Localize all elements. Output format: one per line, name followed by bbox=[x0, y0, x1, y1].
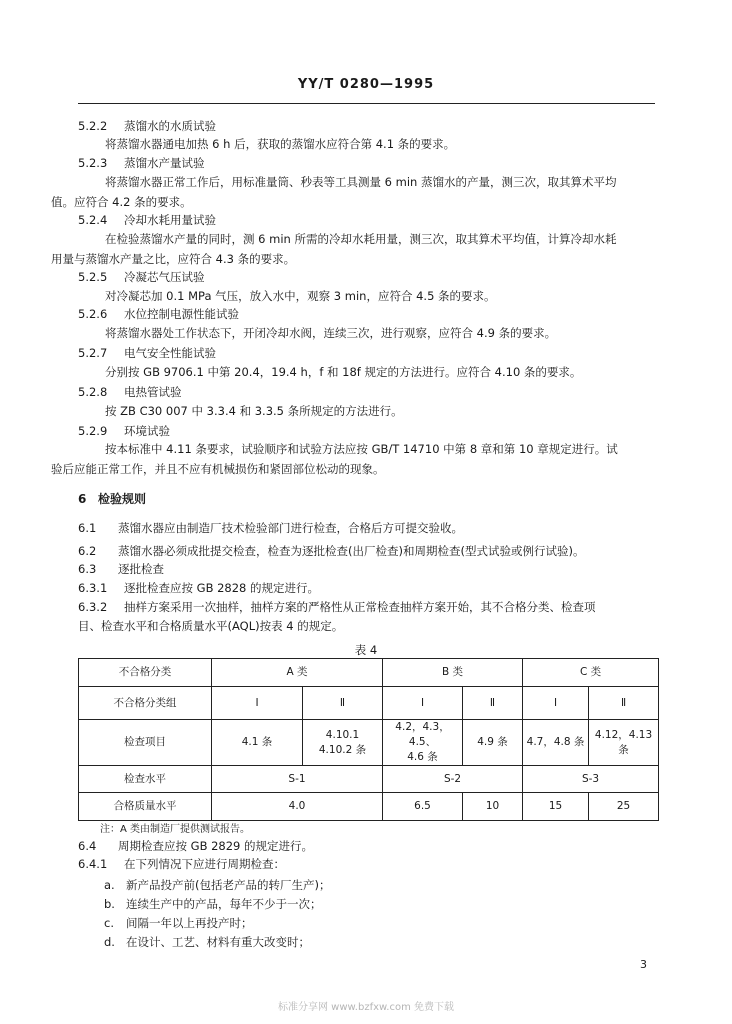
clause-text: 蒸馏水器必须成批提交检查，检查为逐批检查(出厂检查)和周期检查(型式试验或例行试验)。 bbox=[118, 544, 585, 558]
clause-text: 在下列情况下应进行周期检查： bbox=[124, 857, 285, 871]
section-5-2-4-text bbox=[51, 229, 658, 269]
list-item bbox=[104, 934, 310, 950]
table-cell: 合格质量水平 bbox=[79, 793, 212, 821]
table-cell: 4.12，4.13 条 bbox=[589, 720, 659, 766]
table-row bbox=[79, 793, 659, 821]
document-code-header: YY/T 0280—1995 bbox=[297, 77, 435, 92]
section-5-2-5-heading bbox=[78, 270, 205, 284]
section-5-2-9-text bbox=[51, 439, 658, 479]
list-text: 连续生产中的产品，每年不少于一次； bbox=[126, 897, 322, 911]
table-cell: Ⅱ bbox=[463, 687, 523, 720]
list-marker: c. bbox=[104, 916, 114, 930]
table-cell: 6.5 bbox=[383, 793, 463, 821]
table-cell: 不合格分类 bbox=[79, 659, 212, 687]
section-5-2-7-text: 分别按 GB 9706.1 中第 20.4，19.4 h，f 和 18f 规定的方法进行。应符合 4.10 条的要求。 bbox=[105, 365, 582, 379]
table-cell: 4.1 条 bbox=[212, 720, 303, 766]
list-text: 新产品投产前(包括老产品的转厂生产)； bbox=[126, 878, 331, 892]
section-title: 蒸馏水产量试验 bbox=[124, 156, 205, 170]
clause-6-1 bbox=[78, 521, 463, 535]
clause-number: 6.3.1 bbox=[78, 581, 108, 595]
clause-number: 6.4 bbox=[78, 839, 97, 853]
watermark-text: 标准分享网 www.bzfxw.com 免费下载 bbox=[278, 1002, 454, 1013]
section-5-2-5-text: 对冷凝芯加 0.1 MPa 气压，放入水中，观察 3 min，应符合 4.5 条的要求。 bbox=[105, 289, 496, 303]
table-cell: 25 bbox=[589, 793, 659, 821]
section-number: 5.2.9 bbox=[78, 424, 108, 438]
section-title: 冷却水耗用量试验 bbox=[124, 213, 216, 227]
table-cell: 检查水平 bbox=[79, 766, 212, 793]
clause-6-3-1 bbox=[78, 581, 319, 595]
section-5-2-3-text bbox=[51, 172, 658, 212]
table-cell: 不合格分类组 bbox=[79, 687, 212, 720]
section-title: 冷凝芯气压试验 bbox=[124, 270, 205, 284]
section-number: 5.2.2 bbox=[78, 119, 108, 133]
section-title: 电气安全性能试验 bbox=[124, 346, 216, 360]
table-cell: Ⅱ bbox=[303, 687, 383, 720]
table-cell: B 类 bbox=[383, 659, 523, 687]
section-number: 5.2.7 bbox=[78, 346, 108, 360]
list-text: 间隔一年以上再投产时； bbox=[126, 916, 253, 930]
list-item bbox=[104, 915, 253, 931]
page-number: 3 bbox=[640, 958, 647, 971]
section-number: 5.2.4 bbox=[78, 213, 108, 227]
table-cell: 4.0 bbox=[212, 793, 383, 821]
table-cell: S-3 bbox=[523, 766, 659, 793]
section-5-2-7-heading bbox=[78, 346, 216, 360]
table-cell: S-1 bbox=[212, 766, 383, 793]
table-cell: 检查项目 bbox=[79, 720, 212, 766]
section-5-2-8-text: 按 ZB C30 007 中 3.3.4 和 3.3.5 条所规定的方法进行。 bbox=[105, 404, 403, 418]
table-cell bbox=[303, 720, 383, 766]
table-row bbox=[79, 687, 659, 720]
table-cell: C 类 bbox=[523, 659, 659, 687]
cell-line: 4.10.1 bbox=[325, 728, 360, 741]
table-cell bbox=[383, 720, 463, 766]
list-marker: a. bbox=[104, 878, 115, 892]
section-number: 5.2.5 bbox=[78, 270, 108, 284]
section-title: 环境试验 bbox=[124, 424, 170, 438]
text-line: 在检验蒸馏水产量的同时，测 6 min 所需的冷却水耗用量，测三次，取其算术平均值，计算冷却水耗 bbox=[105, 232, 617, 246]
table-cell: Ⅰ bbox=[383, 687, 463, 720]
table-caption: 表 4 bbox=[354, 643, 378, 657]
section-5-2-9-heading bbox=[78, 424, 170, 438]
table-cell: A 类 bbox=[212, 659, 383, 687]
table-note: 注：A 类由制造厂提供测试报告。 bbox=[100, 824, 251, 835]
clause-text: 蒸馏水器应由制造厂技术检验部门进行检查，合格后方可提交验收。 bbox=[118, 521, 463, 535]
text-line: 值。应符合 4.2 条的要求。 bbox=[51, 195, 192, 209]
clause-number: 6.1 bbox=[78, 521, 97, 535]
clause-6-3-2 bbox=[78, 600, 596, 614]
text-line: 用量与蒸馏水产量之比，应符合 4.3 条的要求。 bbox=[51, 252, 296, 266]
header-rule bbox=[78, 103, 655, 104]
clause-6-4-1 bbox=[78, 857, 285, 871]
chapter-6-heading bbox=[78, 490, 146, 507]
section-title: 蒸馏水的水质试验 bbox=[124, 119, 216, 133]
cell-line: 4.10.2 条 bbox=[318, 743, 367, 756]
text-line: 将蒸馏水器正常工作后，用标准量筒、秒表等工具测量 6 min 蒸馏水的产量，测三次，取其算术平均 bbox=[105, 175, 617, 189]
list-marker: b. bbox=[104, 897, 115, 911]
nonconformity-table bbox=[78, 658, 659, 821]
section-title: 水位控制电源性能试验 bbox=[124, 307, 239, 321]
clause-6-3-2-continued: 目、检查水平和合格质量水平(AQL)按表 4 的规定。 bbox=[78, 619, 344, 633]
clause-number: 6.3 bbox=[78, 562, 97, 576]
table-row bbox=[79, 766, 659, 793]
cell-line: 4.2，4.3，4.5、 bbox=[395, 721, 450, 748]
section-title: 电热管试验 bbox=[124, 385, 182, 399]
table-cell: 15 bbox=[523, 793, 589, 821]
table-cell: Ⅰ bbox=[212, 687, 303, 720]
clause-6-3 bbox=[78, 562, 164, 576]
section-5-2-2-text: 将蒸馏水器通电加热 6 h 后，获取的蒸馏水应符合第 4.1 条的要求。 bbox=[105, 137, 456, 151]
section-5-2-2-heading bbox=[78, 119, 216, 133]
table-cell: 4.9 条 bbox=[463, 720, 523, 766]
clause-6-2 bbox=[78, 544, 584, 558]
table-cell: Ⅰ bbox=[523, 687, 589, 720]
list-marker: d. bbox=[104, 935, 115, 949]
clause-6-4 bbox=[78, 839, 313, 853]
section-5-2-6-text: 将蒸馏水器处工作状态下，开闭冷却水阀，连续三次，进行观察，应符合 4.9 条的要求。 bbox=[105, 326, 557, 340]
table-cell: 4.7，4.8 条 bbox=[523, 720, 589, 766]
clause-number: 6.2 bbox=[78, 544, 97, 558]
list-item bbox=[104, 896, 322, 912]
table-row bbox=[79, 720, 659, 766]
section-number: 5.2.8 bbox=[78, 385, 108, 399]
clause-text: 抽样方案采用一次抽样，抽样方案的严格性从正常检查抽样方案开始，其不合格分类、检查项 bbox=[124, 600, 596, 614]
section-5-2-4-heading bbox=[78, 213, 216, 227]
section-number: 5.2.3 bbox=[78, 156, 108, 170]
chapter-title: 检验规则 bbox=[98, 492, 147, 506]
cell-line: 4.6 条 bbox=[407, 751, 438, 763]
table-cell: S-2 bbox=[383, 766, 523, 793]
list-item bbox=[104, 877, 330, 893]
list-text: 在设计、工艺、材料有重大改变时； bbox=[126, 935, 310, 949]
table-row bbox=[79, 659, 659, 687]
clause-text: 周期检查应按 GB 2829 的规定进行。 bbox=[118, 839, 314, 853]
clause-text: 逐批检查应按 GB 2828 的规定进行。 bbox=[124, 581, 320, 595]
text-line: 验后应能正常工作，并且不应有机械损伤和紧固部位松动的现象。 bbox=[51, 462, 385, 476]
text-line: 按本标准中 4.11 条要求，试验顺序和试验方法应按 GB/T 14710 中第 8 章和第 10 章规定进行。试 bbox=[105, 442, 618, 456]
section-number: 5.2.6 bbox=[78, 307, 108, 321]
section-5-2-6-heading bbox=[78, 307, 239, 321]
clause-number: 6.3.2 bbox=[78, 600, 108, 614]
clause-number: 6.4.1 bbox=[78, 857, 108, 871]
section-5-2-3-heading bbox=[78, 156, 205, 170]
section-5-2-8-heading bbox=[78, 385, 182, 399]
chapter-number: 6 bbox=[78, 492, 87, 506]
clause-text: 逐批检查 bbox=[118, 562, 164, 576]
table-cell: 10 bbox=[463, 793, 523, 821]
table-cell: Ⅱ bbox=[589, 687, 659, 720]
